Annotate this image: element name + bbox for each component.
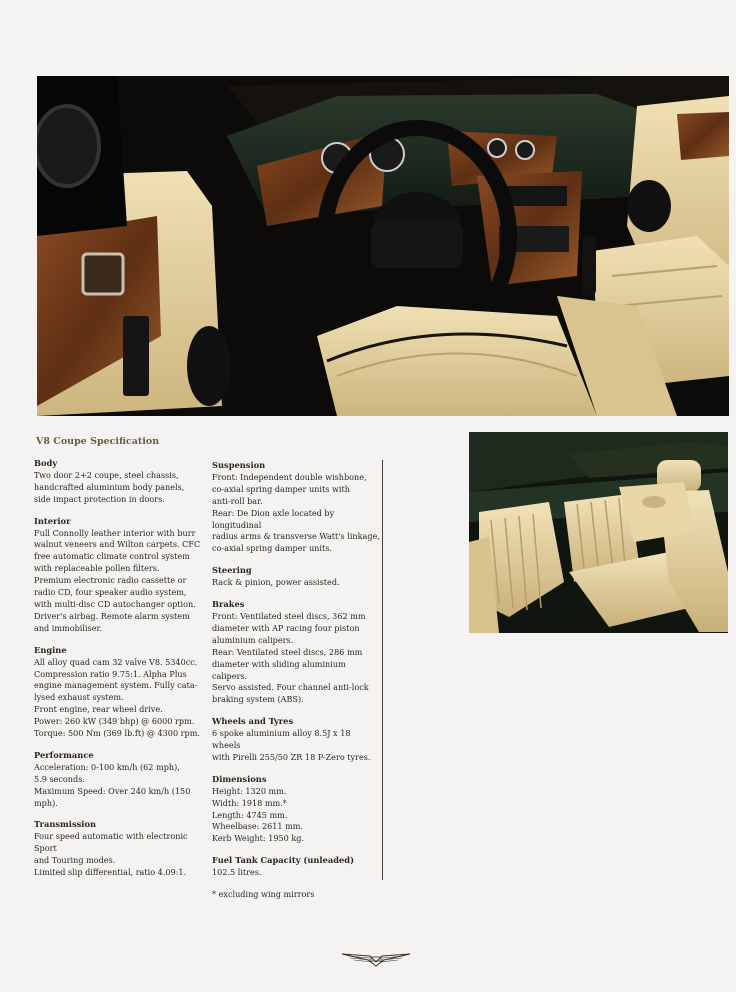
column-divider bbox=[382, 460, 383, 880]
section-text: All alloy quad cam 32 valve V8. 5340cc. Compression ratio 9.75:1. Alpha Plus engine management system. Fully cata- lysed exhaust system. Front engine, rear wheel drive. Power: 260 kW (349 bhp) @ 6000 rpm. Torque: 500 Nm (369 lb.ft) @ 4300 rpm. bbox=[34, 656, 200, 739]
spec-section-brakes bbox=[212, 599, 380, 706]
footnote: * excluding wing mirrors bbox=[212, 889, 315, 900]
section-text: Acceleration: 0-100 km/h (62 mph), 5.9 seconds. Maximum Speed: Over 240 km/h (150 mph). bbox=[34, 761, 191, 808]
spec-section-engine bbox=[34, 645, 208, 740]
spec-section-wheels-tyres bbox=[212, 716, 380, 764]
section-text: Four speed automatic with electronic Sport and Touring modes. Limited slip differential, ratio 4.09:1. bbox=[34, 831, 188, 878]
section-heading: Brakes bbox=[212, 599, 245, 610]
spec-section-interior bbox=[34, 516, 208, 635]
spec-section-transmission bbox=[34, 819, 208, 879]
section-heading: Steering bbox=[212, 565, 252, 576]
section-heading: Interior bbox=[34, 515, 71, 526]
interior-dashboard-photo bbox=[37, 76, 729, 416]
section-heading: Dimensions bbox=[212, 773, 267, 784]
spec-title: V8 Coupe Specification bbox=[36, 436, 160, 447]
section-text: 102.5 litres. bbox=[212, 867, 262, 878]
section-text: Rack & pinion, power assisted. bbox=[212, 577, 340, 588]
spec-section-steering bbox=[212, 565, 380, 589]
spec-section-suspension bbox=[212, 460, 380, 555]
section-heading: Fuel Tank Capacity (unleaded) bbox=[212, 855, 355, 866]
spec-column-left bbox=[34, 458, 208, 889]
rear-seats-photo bbox=[469, 432, 728, 633]
section-heading: Wheels and Tyres bbox=[212, 716, 294, 727]
section-heading: Engine bbox=[34, 644, 67, 655]
section-text: Full Connolly leather interior with burr walnut veneers and Wilton carpets. CFC free automatic climate control system with replaceable pollen filters. Premium electronic radio cassette or radio CD, four speaker audio system, with multi-disc CD autochanger option. Driver's airbag. Remote alarm system and immobiliser. bbox=[34, 527, 201, 633]
section-text: Height: 1320 mm. Width: 1918 mm.* Length: 4745 mm. Wheelbase: 2611 mm. Kerb Weight: 1950 kg. bbox=[212, 785, 305, 844]
section-text: Two door 2+2 coupe, steel chassis, handcrafted aluminium body panels, side impact protection in doors. bbox=[34, 469, 185, 504]
spec-section-fuel-tank bbox=[212, 855, 380, 879]
rear-seats-illustration bbox=[469, 432, 728, 633]
section-text: Front: Ventilated steel discs, 362 mm diameter with AP racing four piston aluminium calipers. Rear: Ventilated steel discs, 286 mm diameter with sliding aluminium calipers. Servo assisted. Four channel anti-lock braking system (ABS). bbox=[212, 610, 369, 705]
interior-dashboard-illustration bbox=[37, 76, 729, 416]
section-text: 6 spoke aluminium alloy 8.5J x 18 wheels with Pirelli 255/50 ZR 18 P-Zero tyres. bbox=[212, 728, 371, 762]
section-heading: Transmission bbox=[34, 819, 97, 830]
section-heading: Performance bbox=[34, 749, 94, 760]
section-heading: Suspension bbox=[212, 460, 266, 470]
section-heading: Body bbox=[34, 458, 58, 468]
spec-column-right bbox=[212, 460, 380, 901]
spec-section-body bbox=[34, 458, 208, 506]
spec-section-performance bbox=[34, 750, 208, 810]
spec-section-dimensions bbox=[212, 774, 380, 845]
section-text: Front: Independent double wishbone, co-axial spring damper units with anti-roll bar. Rear: De Dion axle located by longitudinal radius arms & transverse Watt's linkage, co-axial spring damper units. bbox=[212, 471, 380, 554]
aston-martin-wings-logo bbox=[340, 948, 412, 968]
